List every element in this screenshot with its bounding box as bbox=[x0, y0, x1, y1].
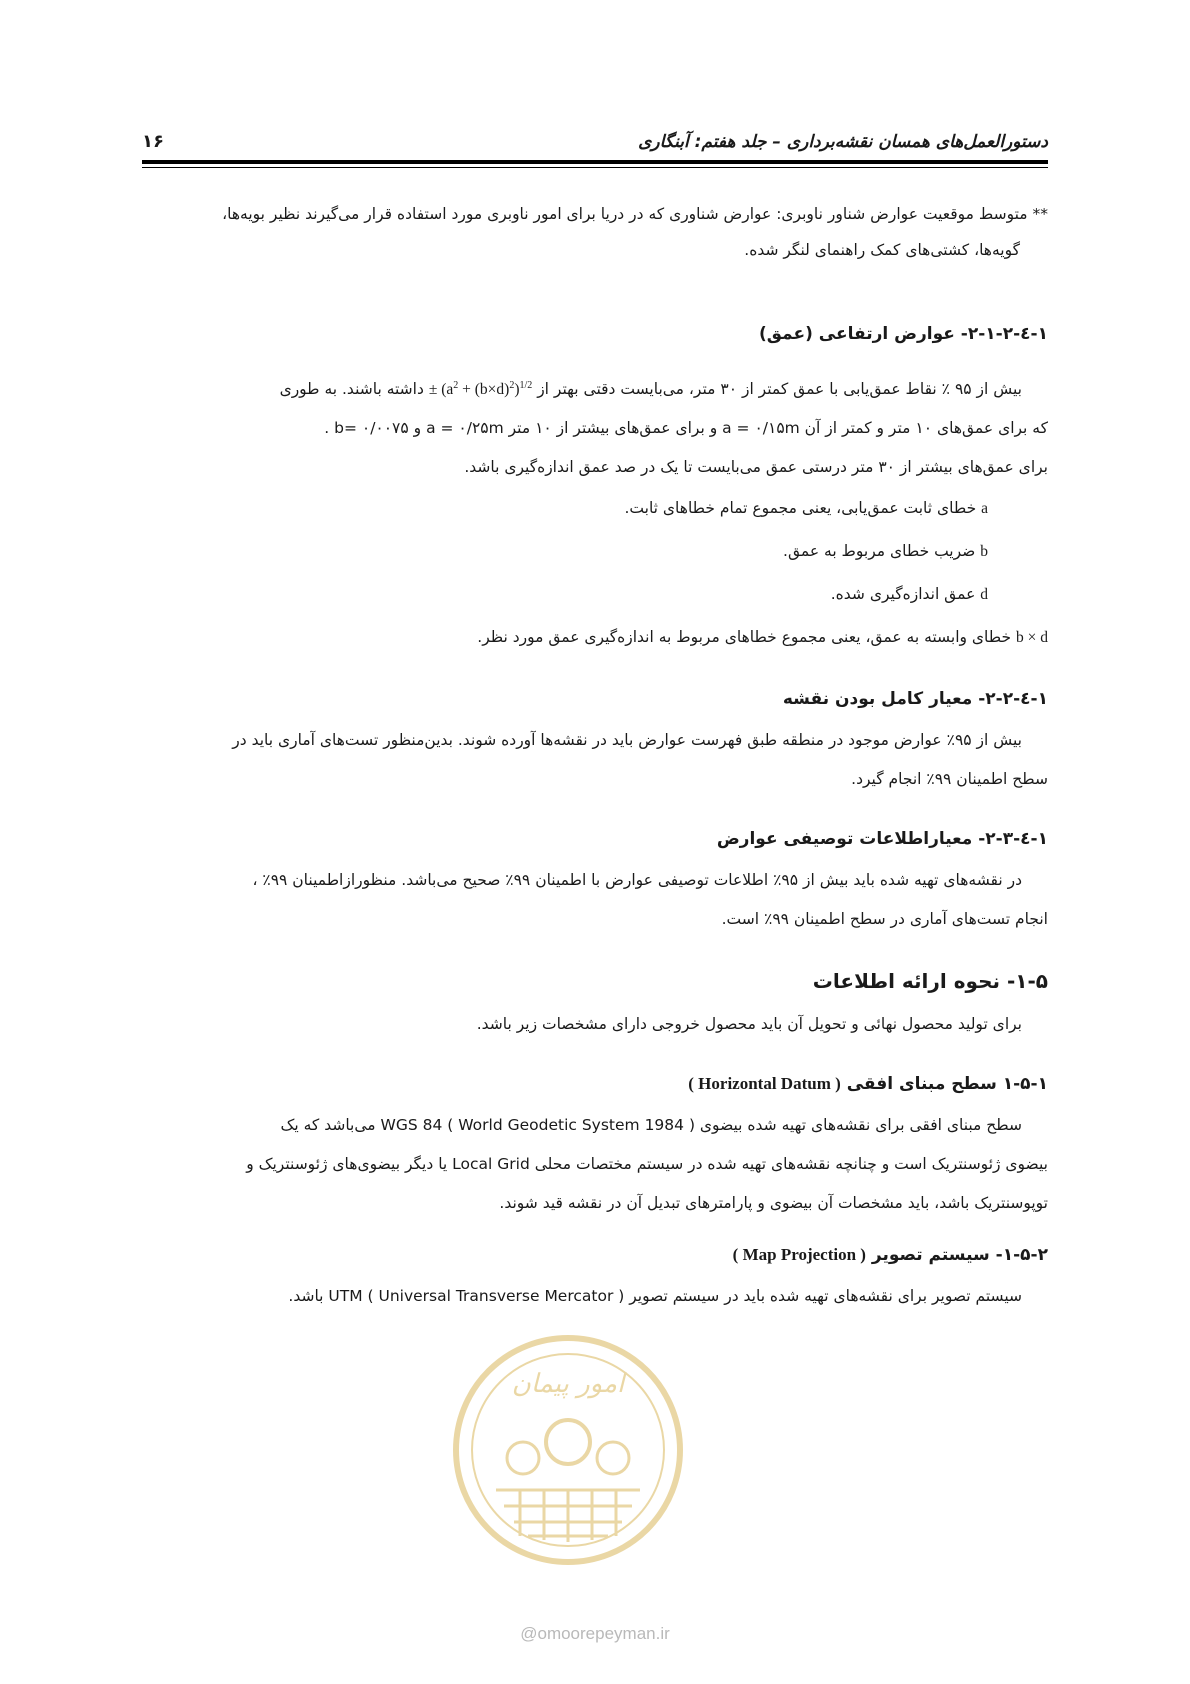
formula-part: + (b×d) bbox=[458, 381, 510, 399]
heading-english: ( Map Projection ) bbox=[732, 1245, 866, 1265]
paragraph-line: برای عمق‌های بیشتر از ۳۰ متر درستی عمق می‌بایست تا یک در صد عمق اندازه‌گیری باشد. bbox=[464, 458, 1048, 477]
formula-part: ) bbox=[514, 381, 520, 399]
definition-text: خطای ثابت عمق‌یابی، یعنی مجموع تمام خطاهای ثابت. bbox=[624, 499, 982, 518]
paragraph-line: که برای عمق‌های ۱۰ متر و کمتر از آن a = ۰/۱۵m و برای عمق‌های بیشتر از ۱۰ متر a = ۰/۲۵m و b= ۰/۰۰۷۵ . bbox=[324, 419, 1048, 438]
heading-map-projection bbox=[142, 1233, 1048, 1277]
definition-item bbox=[142, 616, 1048, 659]
definition-item bbox=[142, 530, 1048, 573]
header-title: دستورالعمل‌های همسان نقشه‌برداری – جلد هفتم: آبنگاری bbox=[638, 132, 1048, 152]
page-content bbox=[142, 196, 1048, 1316]
paragraph-line: انجام تست‌های آماری در سطح اطمینان ۹۹٪ است. bbox=[721, 910, 1048, 929]
definition-text: ضریب خطای مربوط به عمق. bbox=[783, 542, 981, 561]
logo-scale-icon bbox=[507, 1442, 539, 1474]
paragraph-line: برای تولید محصول نهائی و تحویل آن باید محصول خروجی دارای مشخصات زیر باشد. bbox=[476, 1015, 1022, 1034]
footnote-line: ** متوسط موقعیت عوارض شناور ناوبری: عوارض شناوری که در دریا برای امور ناوبری مورد استفاده قرار می‌گیرند نظیر بویه‌ها، bbox=[222, 205, 1048, 223]
paragraph-depth-accuracy bbox=[142, 366, 1048, 409]
page-number: ۱۶ bbox=[142, 131, 164, 152]
heading-depth-features: ۱-٤-۲-۱-۲- عوارض ارتفاعی (عمق) bbox=[758, 324, 1048, 344]
footnote-navigation-aids bbox=[142, 196, 1048, 268]
logo-inner-ring bbox=[472, 1354, 664, 1546]
definition-symbol: d bbox=[980, 586, 988, 604]
heading-text: ۱-۵-۲- سیستم تصویر bbox=[865, 1245, 1048, 1266]
heading-text: ۱-۵-۱ سطح مبنای افقی bbox=[840, 1074, 1048, 1095]
paragraph-text: بیش از ۹۵ ٪ نقاط عمق‌یابی با عمق کمتر از ۳۰ متر، می‌بایست دقتی بهتر از bbox=[532, 380, 1022, 399]
paragraph-line: سطح مبنای افقی برای نقشه‌های تهیه شده بیضوی WGS 84 ( World Geodetic System 1984 ) می‌باشد که یک bbox=[280, 1116, 1022, 1135]
definition-symbol: a bbox=[981, 500, 988, 518]
logo-grid-icon bbox=[496, 1490, 640, 1542]
logo-text: امور پیمان bbox=[511, 1369, 625, 1399]
header-rule-thin bbox=[142, 167, 1048, 168]
definition-text: خطای وابسته به عمق، یعنی مجموع خطاهای مربوط به اندازه‌گیری عمق مورد نظر. bbox=[477, 628, 1016, 647]
page-header bbox=[142, 122, 1048, 152]
watermark-site-text: omoorepeyman.ir bbox=[537, 1624, 670, 1643]
header-rule-thick bbox=[142, 160, 1048, 164]
formula-part: ± (a bbox=[428, 381, 454, 399]
watermark-site bbox=[0, 1624, 1190, 1644]
heading-horizontal-datum bbox=[142, 1062, 1048, 1106]
heading-english: ( Horizontal Datum ) bbox=[688, 1074, 841, 1094]
definition-item bbox=[142, 573, 1048, 616]
heading-completeness: ۱-٤-۲-۲- معیار کامل بودن نقشه bbox=[782, 689, 1048, 710]
formula-exponent: 2 bbox=[509, 380, 515, 391]
logo-emblem bbox=[546, 1420, 590, 1464]
paragraph-line: بیضوی ژئوسنتریک است و چنانچه نقشه‌های تهیه شده در سیستم مختصات محلی Local Grid یا دیگر بیضوی‌های ژئوسنتریک و bbox=[246, 1155, 1048, 1174]
accuracy-formula bbox=[429, 381, 532, 398]
formula-exponent: 1/2 bbox=[519, 380, 533, 391]
formula-exponent: 2 bbox=[453, 380, 459, 391]
definition-item bbox=[142, 487, 1048, 530]
definition-symbol: b × d bbox=[1016, 629, 1048, 647]
paragraph-line: سطح اطمینان ۹۹٪ انجام گیرد. bbox=[851, 770, 1048, 789]
watermark-logo bbox=[448, 1330, 688, 1570]
definition-symbol: b bbox=[980, 543, 988, 561]
logo-gear-icon bbox=[597, 1442, 629, 1474]
at-icon: @ bbox=[520, 1624, 538, 1643]
heading-attribute-info: ۱-٤-۲-۳- معیاراطلاعات توصیفی عوارض bbox=[716, 829, 1048, 850]
paragraph-line: توپوسنتریک باشد، باید مشخصات آن بیضوی و پارامترهای تبدیل آن در نقشه قید شوند. bbox=[499, 1194, 1048, 1213]
paragraph-line: بیش از ۹۵٪ عوارض موجود در منطقه طبق فهرست عوارض باید در نقشه‌ها آورده شوند. بدین‌منظور تست‌های آماری باید در bbox=[232, 731, 1022, 750]
logo-ring bbox=[456, 1338, 680, 1562]
paragraph-line: سیستم تصویر برای نقشه‌های تهیه شده باید در سیستم تصویر UTM ( Universal Transverse Mercator ) باشد. bbox=[288, 1287, 1022, 1306]
definition-text: عمق اندازه‌گیری شده. bbox=[830, 585, 981, 604]
heading-data-presentation: ۱-۵- نحوه ارائه اطلاعات bbox=[812, 969, 1048, 994]
paragraph-text: داشته باشند. به طوری bbox=[279, 380, 429, 399]
footnote-line: گویه‌ها، کشتی‌های کمک راهنمای لنگر شده. bbox=[744, 241, 1020, 259]
paragraph-line: در نقشه‌های تهیه شده باید بیش از ۹۵٪ اطلاعات توصیفی عوارض با اطمینان ۹۹٪ صحیح می‌باشد. منظورازاطمینان ۹۹٪ ، bbox=[252, 871, 1022, 890]
